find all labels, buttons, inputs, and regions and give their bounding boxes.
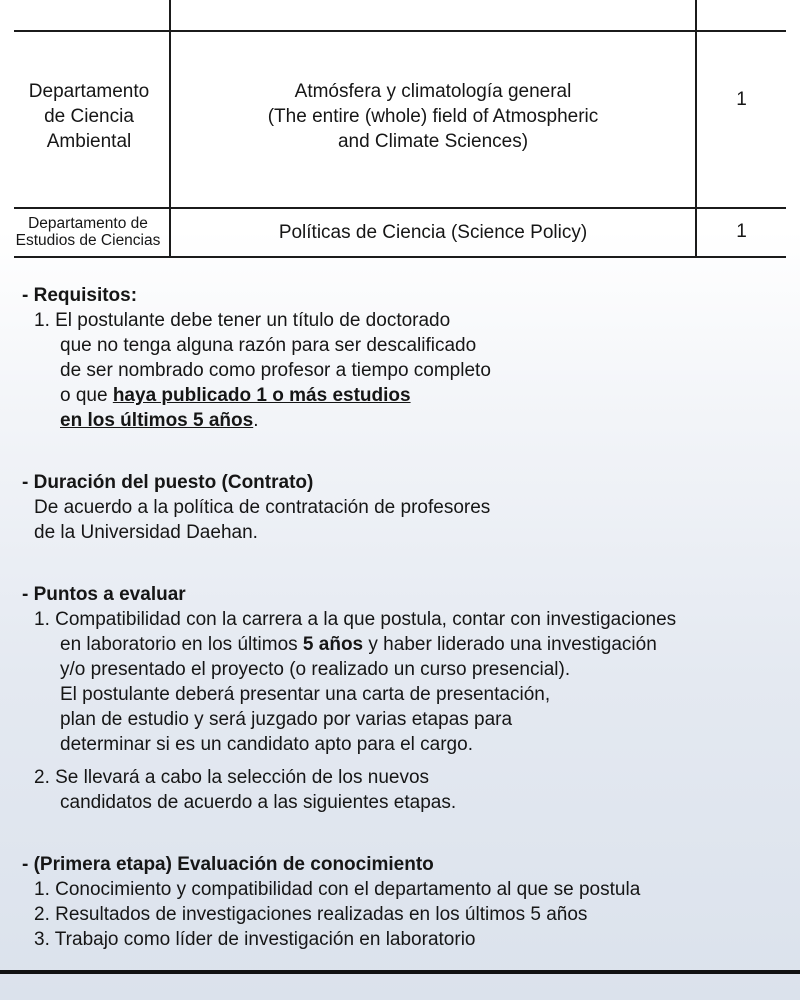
department-line: Estudios de Ciencias <box>15 232 161 249</box>
document-body <box>22 283 782 952</box>
table-row-2-count: 1 <box>736 221 747 242</box>
spacer <box>22 433 782 458</box>
positions-table <box>14 0 786 258</box>
text-line <box>22 408 782 433</box>
section-title: - Puntos a evaluar <box>22 584 186 605</box>
section-title: - Duración del puesto (Contrato) <box>22 472 314 493</box>
table-row-1-count: 1 <box>736 89 747 110</box>
text-span: y haber liderado una investigación <box>363 634 657 655</box>
section-title: - Requisitos: <box>22 285 138 306</box>
field-line: and Climate Sciences) <box>337 130 529 152</box>
spacer <box>22 815 782 840</box>
text-line: De acuerdo a la política de contratación de profesores <box>34 497 491 518</box>
text-line: plan de estudio y será juzgado por varias etapas para <box>60 709 513 730</box>
text-line <box>22 632 782 657</box>
spacer <box>22 840 782 852</box>
requisitos-section <box>22 283 782 433</box>
department-line: de Ciencia <box>44 105 134 127</box>
table-row-1-department <box>14 66 164 166</box>
text-line: candidatos de acuerdo a las siguientes etapas. <box>60 792 457 813</box>
text-line: El postulante deberá presentar una carta de presentación, <box>60 684 551 705</box>
text-line: que no tenga alguna razón para ser descalificado <box>60 335 477 356</box>
text-line: 2. Resultados de investigaciones realizadas en los últimos 5 años <box>34 904 588 925</box>
section-title: - (Primera etapa) Evaluación de conocimiento <box>22 854 434 875</box>
table-rule-top <box>14 30 786 32</box>
table-row-2-field: Políticas de Ciencia (Science Policy) <box>278 221 588 243</box>
text-line: de la Universidad Daehan. <box>34 522 258 543</box>
text-line: 3. Trabajo como líder de investigación en laboratorio <box>34 929 476 950</box>
text-line: 2. Se llevará a cabo la selección de los nuevos <box>34 767 430 788</box>
bottom-rule <box>0 970 800 974</box>
duracion-section <box>22 470 782 545</box>
text-span: o que <box>60 385 113 406</box>
department-line: Departamento <box>28 80 150 102</box>
text-span: en laboratorio en los últimos <box>60 634 303 655</box>
text-line <box>22 383 782 408</box>
underlined-text: haya publicado 1 o más estudios <box>112 385 411 406</box>
table-row-1-field <box>171 66 695 166</box>
field-line: Atmósfera y climatología general <box>294 80 572 102</box>
table-row-2-department <box>8 209 168 255</box>
table-rule-bottom <box>14 256 786 258</box>
text-span: . <box>253 410 259 431</box>
underlined-text: en los últimos 5 años <box>60 410 254 431</box>
spacer <box>22 545 782 570</box>
text-line: 1. Compatibilidad con la carrera a la que postula, contar con investigaciones <box>34 609 677 630</box>
text-line: determinar si es un candidato apto para el cargo. <box>60 734 473 755</box>
bold-text: 5 años <box>302 634 364 655</box>
spacer <box>22 458 782 470</box>
etapa-section <box>22 852 782 952</box>
text-line: 1. Conocimiento y compatibilidad con el departamento al que se postula <box>34 879 641 900</box>
text-line: de ser nombrado como profesor a tiempo completo <box>60 360 491 381</box>
text-line: 1. El postulante debe tener un título de doctorado <box>34 310 451 331</box>
field-line: (The entire (whole) field of Atmospheric <box>267 105 599 127</box>
department-line: Departamento de <box>28 215 148 232</box>
text-line: y/o presentado el proyecto (o realizado un curso presencial). <box>60 659 571 680</box>
department-line: Ambiental <box>46 130 132 152</box>
spacer <box>22 757 782 765</box>
spacer <box>22 570 782 582</box>
puntos-section <box>22 582 782 815</box>
